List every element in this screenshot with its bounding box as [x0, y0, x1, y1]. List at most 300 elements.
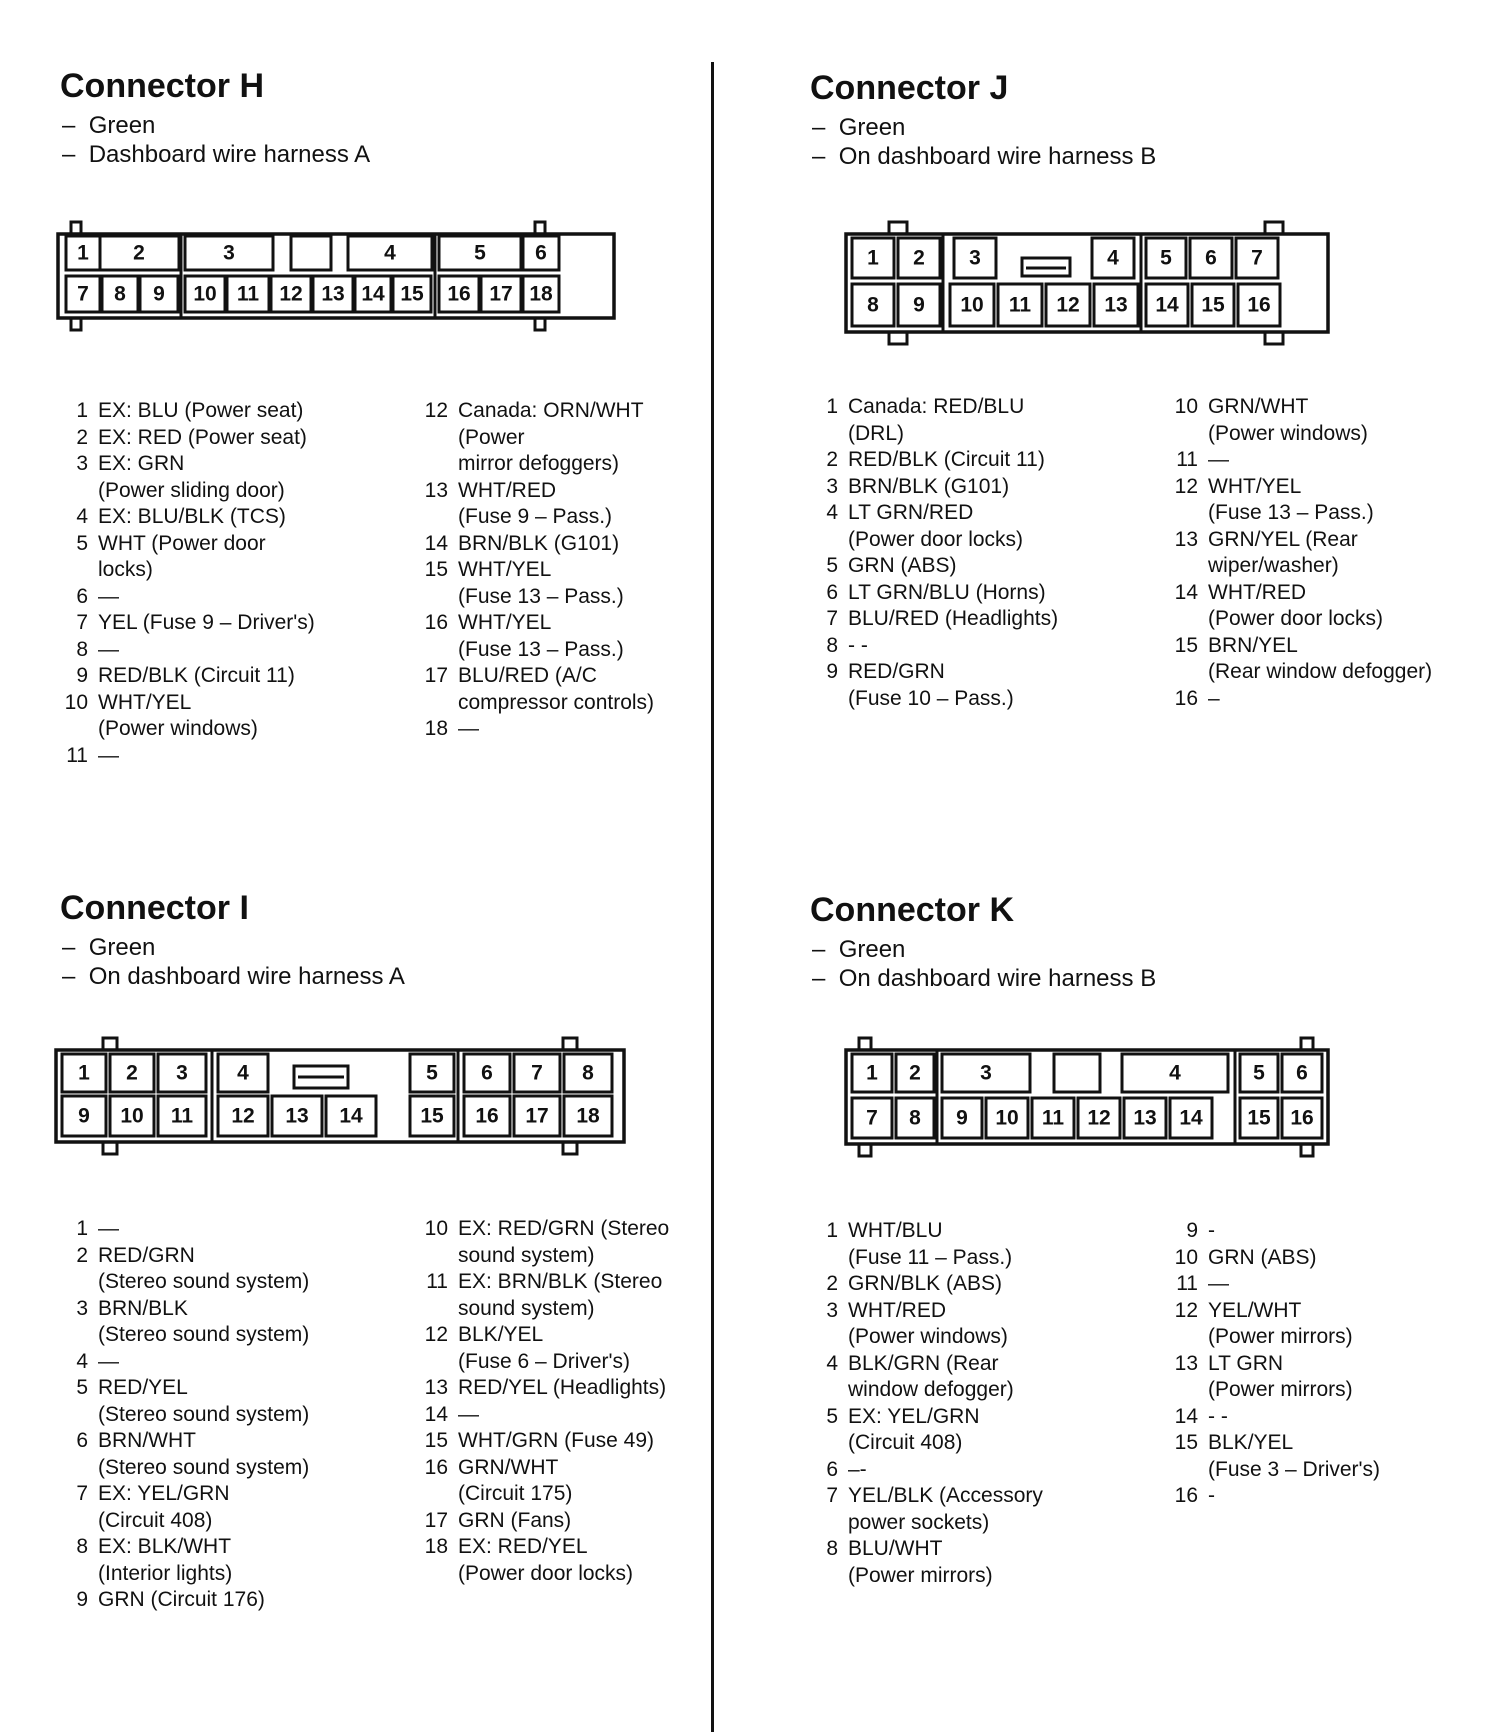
pin-description [808, 447, 1138, 474]
connector-h-pin-list-right [418, 398, 758, 743]
pin-wire-description: — [98, 1349, 119, 1373]
pin-wire-description: BRN/WHT (Stereo sound system) [98, 1429, 310, 1479]
pin-description [1168, 1351, 1504, 1404]
pin-number: 13 [424, 1376, 448, 1399]
pin-number: 11 [426, 1270, 448, 1293]
pin-description [418, 398, 758, 478]
pin-number: 16 [424, 1455, 448, 1479]
pin-description [1168, 1271, 1504, 1298]
pin-description [58, 1375, 388, 1428]
pin-wire-description: BLK/YEL (Fuse 3 – Driver's) [1208, 1431, 1381, 1481]
pin-wire-description: EX: BLU (Power seat) [98, 399, 304, 422]
pin-wire-description: BRN/YEL (Rear window defogger) [1208, 633, 1433, 683]
pin-description [58, 504, 388, 531]
pin-number: 1 [76, 1217, 88, 1240]
pin-label: 5 [474, 241, 486, 265]
pin-wire-description: GRN/YEL (Rear wiper/washer) [1208, 527, 1358, 577]
pin-label: 3 [176, 1061, 188, 1085]
pin-number: 14 [424, 531, 448, 555]
pin-wire-description: GRN/WHT (Power windows) [1208, 395, 1368, 445]
pin-number: 2 [826, 1272, 838, 1295]
pin-label: 11 [236, 282, 260, 306]
pin-label: 6 [1205, 246, 1217, 270]
pin-number: 15 [1174, 1431, 1198, 1454]
pin-description [418, 1402, 758, 1429]
connector-h-diagram [54, 220, 624, 336]
pin-wire-description: - - [1208, 1404, 1228, 1428]
pin-description [58, 531, 388, 584]
pin-label: 1 [78, 1061, 90, 1085]
pin-label: 5 [1160, 246, 1172, 270]
pin-number: 9 [76, 1588, 88, 1611]
pin-number: 4 [76, 505, 88, 528]
connector-i-title: Connector I [60, 889, 249, 927]
connector-k-pin-list-left [808, 1218, 1138, 1589]
pin-wire-description: — [1208, 1272, 1229, 1295]
pin-description [58, 1216, 388, 1243]
pin-number: 12 [1174, 1298, 1198, 1322]
pin-label: 2 [133, 241, 145, 265]
connector-h-location: – Dashboard wire harness A [62, 141, 370, 169]
pin-description [58, 663, 388, 690]
pin-label: 3 [980, 1061, 992, 1085]
pin-number: 4 [826, 501, 838, 524]
pin-wire-description: RED/YEL (Stereo sound system) [98, 1376, 310, 1426]
pin-number: 6 [826, 1457, 838, 1481]
pin-description [808, 659, 1138, 712]
pin-description [808, 1271, 1138, 1298]
pin-number: 8 [826, 1537, 838, 1560]
pin-number: 15 [424, 558, 448, 581]
pin-number: 2 [76, 425, 88, 449]
connector-i-pin-list-left [58, 1216, 388, 1614]
connector-k-diagram [842, 1036, 1332, 1162]
pin-number: 8 [826, 633, 838, 657]
pin-number: 13 [1174, 527, 1198, 551]
pin-wire-description: WHT (Power door locks) [98, 531, 266, 581]
pin-label: 5 [1253, 1061, 1265, 1085]
pin-description [808, 1351, 1138, 1404]
pin-description [418, 1534, 758, 1587]
pin-cell-empty [1054, 1054, 1100, 1092]
pin-description [1168, 1298, 1504, 1351]
pin-wire-description: BLU/WHT (Power mirrors) [848, 1537, 993, 1587]
pin-description [418, 1508, 758, 1535]
pin-wire-description: BLK/GRN (Rear window defogger) [848, 1351, 1014, 1401]
pin-number: 2 [76, 1243, 88, 1267]
pin-number: 13 [1174, 1351, 1198, 1375]
pin-description [58, 1349, 388, 1376]
pin-label: 7 [77, 282, 89, 306]
pin-wire-description: GRN (Circuit 176) [98, 1588, 265, 1611]
pin-wire-description: YEL/WHT (Power mirrors) [1208, 1298, 1353, 1348]
pin-wire-description: EX: BLK/WHT (Interior lights) [98, 1535, 233, 1585]
pin-label: 14 [1179, 1106, 1203, 1130]
pin-label: 2 [126, 1061, 138, 1085]
pin-label: 11 [1008, 293, 1032, 317]
pin-number: 16 [1174, 686, 1198, 710]
pin-label: 5 [426, 1061, 438, 1085]
pin-label: 10 [960, 293, 984, 317]
pin-label: 12 [1087, 1106, 1111, 1130]
pin-number: 18 [424, 717, 448, 740]
pin-wire-description: BRN/BLK (G101) [848, 474, 1010, 498]
pin-number: 9 [1186, 1219, 1198, 1242]
pin-description [1168, 527, 1504, 580]
pin-label: 11 [170, 1104, 194, 1128]
pin-label: 16 [447, 282, 471, 306]
pin-description [418, 1322, 758, 1375]
connector-k-section [808, 888, 1504, 1728]
pin-label: 16 [1290, 1106, 1314, 1130]
pin-label: 12 [231, 1104, 255, 1128]
pin-number: 6 [76, 584, 88, 608]
pin-wire-description: LT GRN/BLU (Horns) [848, 580, 1046, 604]
connector-j-title: Connector J [810, 69, 1009, 107]
pin-number: 16 [1174, 1484, 1198, 1507]
connector-k-location: – On dashboard wire harness B [812, 965, 1156, 993]
pin-wire-description: EX: BLU/BLK (TCS) [98, 505, 286, 528]
pin-wire-description: - [1208, 1219, 1215, 1242]
pin-description [58, 584, 388, 611]
pin-description [1168, 580, 1504, 633]
pin-number: 12 [424, 1323, 448, 1346]
pin-description [1168, 1430, 1504, 1483]
pin-wire-description: WHT/YEL (Fuse 13 – Pass.) [458, 611, 624, 661]
pin-number: 10 [424, 1217, 448, 1240]
pin-wire-description: GRN (ABS) [1208, 1245, 1317, 1269]
pin-wire-description: BRN/BLK (Stereo sound system) [98, 1296, 310, 1346]
pin-number: 5 [826, 554, 838, 577]
pin-description [58, 743, 388, 770]
pin-label: 1 [866, 1061, 878, 1085]
pin-label: 14 [339, 1104, 363, 1128]
pin-description [808, 1218, 1138, 1271]
pin-wire-description: EX: BRN/BLK (Stereo sound system) [458, 1270, 663, 1320]
pin-number: 17 [424, 664, 448, 687]
pin-number: 5 [76, 531, 88, 555]
pin-label: 8 [582, 1061, 594, 1085]
pin-number: 13 [424, 478, 448, 502]
pin-number: 11 [1176, 448, 1198, 471]
pin-wire-description: RED/YEL (Headlights) [458, 1376, 667, 1399]
connector-j-diagram [842, 220, 1332, 348]
pin-description [1168, 1245, 1504, 1272]
pin-label: 7 [1251, 246, 1263, 270]
pin-number: 5 [826, 1404, 838, 1428]
pin-wire-description: RED/BLK (Circuit 11) [848, 448, 1045, 471]
pin-wire-description: GRN/WHT (Circuit 175) [458, 1455, 573, 1505]
pin-wire-description: WHT/YEL (Fuse 13 – Pass.) [1208, 474, 1374, 524]
pin-label: 7 [866, 1106, 878, 1130]
pin-description [418, 1428, 758, 1455]
pin-number: 14 [1174, 580, 1198, 604]
pin-label: 15 [1201, 293, 1225, 317]
pin-description [418, 663, 758, 716]
pin-wire-description: BLU/RED (Headlights) [848, 607, 1059, 630]
pin-label: 2 [909, 1061, 921, 1085]
pin-label: 18 [576, 1104, 600, 1128]
pin-description [1168, 633, 1504, 686]
pin-description [1168, 1218, 1504, 1245]
pin-number: 16 [424, 611, 448, 634]
pin-number: 18 [424, 1535, 448, 1558]
pin-number: 3 [826, 1298, 838, 1322]
pin-number: 5 [76, 1376, 88, 1399]
pin-wire-description: - [1208, 1484, 1215, 1507]
pin-label: 4 [384, 241, 396, 265]
pin-description [418, 1216, 758, 1269]
pin-label: 6 [481, 1061, 493, 1085]
connector-k-title: Connector K [810, 891, 1014, 929]
pin-description [58, 1428, 388, 1481]
pin-number: 14 [424, 1402, 448, 1426]
pin-number: 15 [424, 1429, 448, 1452]
pin-description [418, 557, 758, 610]
pin-number: 4 [76, 1349, 88, 1373]
pin-wire-description: EX: YEL/GRN (Circuit 408) [98, 1482, 230, 1532]
pin-label: 14 [1155, 293, 1179, 317]
pin-label: 1 [867, 246, 879, 270]
pin-description [1168, 447, 1504, 474]
connector-j-section [808, 66, 1504, 906]
pin-label: 16 [1247, 293, 1271, 317]
pin-description [58, 1534, 388, 1587]
pin-description [418, 1455, 758, 1508]
pin-description [808, 1536, 1138, 1589]
connector-k-pin-list-right [1168, 1218, 1504, 1510]
pin-number: 15 [1174, 633, 1198, 657]
pin-wire-description: RED/BLK (Circuit 11) [98, 664, 295, 687]
pin-description [1168, 1483, 1504, 1510]
pin-wire-description: RED/GRN (Fuse 10 – Pass.) [848, 660, 1014, 710]
pin-description [58, 610, 388, 637]
pin-description [808, 606, 1138, 633]
pin-label: 4 [1169, 1061, 1181, 1085]
pin-number: 1 [826, 395, 838, 418]
pin-label: 10 [120, 1104, 144, 1128]
pin-wire-description: GRN (Fans) [458, 1508, 572, 1532]
pin-description [58, 1296, 388, 1349]
pin-description [1168, 474, 1504, 527]
pin-label: 9 [153, 282, 165, 306]
pin-description [418, 1269, 758, 1322]
pin-label: 1 [77, 241, 89, 265]
pin-description [808, 500, 1138, 553]
pin-label: 9 [78, 1104, 90, 1128]
pin-number: 10 [1174, 395, 1198, 418]
pin-description [808, 394, 1138, 447]
pin-label: 13 [1133, 1106, 1157, 1130]
pin-label: 6 [535, 241, 547, 265]
pin-label: 8 [867, 293, 879, 317]
pin-description [58, 425, 388, 452]
pin-description [58, 637, 388, 664]
pin-wire-description: GRN/BLK (ABS) [848, 1272, 1003, 1295]
pin-wire-description: WHT/YEL (Fuse 13 – Pass.) [458, 558, 624, 608]
pin-wire-description: RED/GRN (Stereo sound system) [98, 1243, 310, 1293]
pin-label: 3 [969, 246, 981, 270]
pin-wire-description: BLU/RED (A/C compressor controls) [458, 664, 655, 714]
pin-label: 13 [321, 282, 345, 306]
pin-wire-description: LT GRN (Power mirrors) [1208, 1351, 1353, 1401]
pin-wire-description: – [1208, 686, 1220, 710]
pin-number: 3 [76, 452, 88, 475]
pin-label: 18 [529, 282, 553, 306]
pin-wire-description: –- [848, 1457, 867, 1481]
connector-j-color: – Green [812, 114, 905, 142]
pin-description [808, 1457, 1138, 1484]
connector-j-pin-list-right [1168, 394, 1504, 712]
pin-wire-description: WHT/YEL (Power windows) [98, 690, 258, 740]
pin-wire-description: — [98, 584, 119, 608]
pin-label: 4 [237, 1061, 249, 1085]
pin-wire-description: EX: RED/YEL (Power door locks) [458, 1535, 634, 1585]
pin-wire-description: YEL/BLK (Accessory power sockets) [848, 1484, 1043, 1534]
pin-label: 14 [361, 282, 385, 306]
pin-description [418, 478, 758, 531]
pin-description [418, 716, 758, 743]
pin-wire-description: YEL (Fuse 9 – Driver's) [98, 611, 315, 634]
pin-description [58, 1587, 388, 1614]
pin-wire-description: EX: RED/GRN (Stereo sound system) [458, 1217, 670, 1267]
pin-description [58, 690, 388, 743]
pin-description [1168, 686, 1504, 713]
pin-number: 3 [826, 474, 838, 498]
pin-number: 9 [826, 660, 838, 683]
pin-number: 11 [66, 743, 88, 767]
pin-label: 8 [909, 1106, 921, 1130]
pin-number: 3 [76, 1296, 88, 1320]
pin-wire-description: GRN (ABS) [848, 554, 957, 577]
pin-wire-description: — [98, 637, 119, 661]
pin-description [808, 1404, 1138, 1457]
pin-number: 1 [826, 1219, 838, 1242]
pin-label: 7 [531, 1061, 543, 1085]
pin-label: 16 [475, 1104, 499, 1128]
pin-wire-description: LT GRN/RED (Power door locks) [848, 501, 1024, 551]
pin-number: 7 [826, 1484, 838, 1507]
connector-i-pin-list-right [418, 1216, 758, 1587]
pin-number: 6 [76, 1429, 88, 1452]
pin-label: 9 [956, 1106, 968, 1130]
pin-number: 8 [76, 637, 88, 661]
pin-number: 9 [76, 664, 88, 687]
pin-description [418, 610, 758, 663]
connector-i-location: – On dashboard wire harness A [62, 963, 405, 991]
pin-wire-description: — [98, 1217, 119, 1240]
pin-description [418, 1375, 758, 1402]
pin-wire-description: WHT/RED (Power windows) [848, 1298, 1008, 1348]
pin-wire-description: - - [848, 633, 868, 657]
pin-description [808, 474, 1138, 501]
pin-number: 4 [826, 1351, 838, 1375]
pin-wire-description: WHT/RED (Fuse 9 – Pass.) [458, 478, 613, 528]
connector-i-color: – Green [62, 934, 155, 962]
connector-i-diagram [52, 1036, 632, 1158]
connector-h-section [58, 64, 758, 904]
pin-label: 4 [1107, 246, 1119, 270]
pin-number: 12 [1174, 474, 1198, 498]
pin-label: 15 [400, 282, 424, 306]
pin-cell-empty [291, 236, 331, 270]
connector-i-section [58, 886, 758, 1726]
pin-label: 11 [1041, 1106, 1065, 1130]
pin-number: 8 [76, 1535, 88, 1558]
pin-label: 10 [193, 282, 217, 306]
pin-label: 8 [114, 282, 126, 306]
pin-description [808, 1298, 1138, 1351]
connector-h-color: – Green [62, 112, 155, 140]
pin-description [1168, 394, 1504, 447]
pin-description [808, 633, 1138, 660]
pin-label: 15 [420, 1104, 444, 1128]
pin-label: 2 [913, 246, 925, 270]
connector-h-pin-list-left [58, 398, 388, 769]
pin-description [808, 553, 1138, 580]
pin-label: 17 [525, 1104, 549, 1128]
pin-wire-description: — [458, 717, 479, 740]
pin-wire-description: BLK/YEL (Fuse 6 – Driver's) [458, 1323, 631, 1373]
pin-number: 14 [1174, 1404, 1198, 1428]
pin-description [1168, 1404, 1504, 1431]
connector-k-color: – Green [812, 936, 905, 964]
pin-wire-description: WHT/BLU (Fuse 11 – Pass.) [848, 1219, 1013, 1269]
connector-j-pin-list-left [808, 394, 1138, 712]
pin-number: 10 [64, 690, 88, 714]
pin-wire-description: EX: YEL/GRN (Circuit 408) [848, 1404, 980, 1454]
pin-wire-description: BRN/BLK (G101) [458, 531, 620, 555]
pin-label: 13 [1104, 293, 1128, 317]
pin-number: 17 [424, 1508, 448, 1532]
pin-number: 1 [76, 399, 88, 422]
pin-description [58, 1243, 388, 1296]
pin-number: 6 [826, 580, 838, 604]
pin-label: 13 [285, 1104, 309, 1128]
pin-description [58, 398, 388, 425]
pin-number: 12 [424, 399, 448, 422]
pin-number: 7 [76, 1482, 88, 1505]
pin-wire-description: Canada: ORN/WHT (Power mirror defoggers) [458, 399, 644, 475]
pin-description [58, 1481, 388, 1534]
pin-label: 10 [995, 1106, 1019, 1130]
pin-label: 12 [279, 282, 303, 306]
pin-number: 11 [1176, 1272, 1198, 1295]
pin-description [58, 451, 388, 504]
connector-h-title: Connector H [60, 67, 264, 105]
pin-label: 17 [489, 282, 513, 306]
pin-label: 9 [913, 293, 925, 317]
pin-wire-description: EX: GRN (Power sliding door) [98, 452, 285, 502]
pin-description [808, 1483, 1138, 1536]
pin-wire-description: WHT/GRN (Fuse 49) [458, 1429, 655, 1452]
pin-wire-description: Canada: RED/BLU (DRL) [848, 395, 1025, 445]
pin-label: 6 [1296, 1061, 1308, 1085]
pin-description [418, 531, 758, 558]
pin-number: 2 [826, 448, 838, 471]
connector-j-location: – On dashboard wire harness B [812, 143, 1156, 171]
pin-number: 10 [1174, 1245, 1198, 1269]
pin-wire-description: — [458, 1402, 479, 1426]
pin-number: 7 [76, 611, 88, 634]
pin-label: 15 [1247, 1106, 1271, 1130]
pin-wire-description: — [1208, 448, 1229, 471]
pin-wire-description: — [98, 743, 119, 767]
pin-label: 3 [223, 241, 235, 265]
pin-wire-description: EX: RED (Power seat) [98, 425, 307, 449]
pin-description [808, 580, 1138, 607]
pin-number: 7 [826, 607, 838, 630]
